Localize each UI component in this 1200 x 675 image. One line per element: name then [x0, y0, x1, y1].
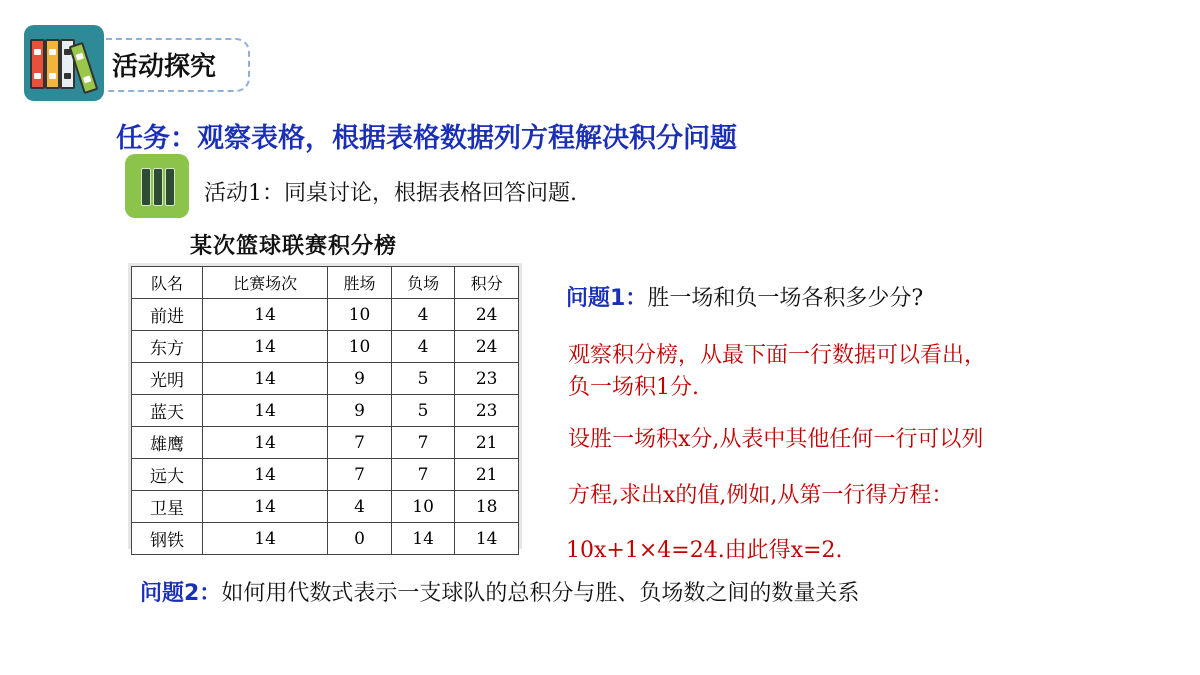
table-cell: 5 — [391, 395, 455, 427]
table-cell: 14 — [455, 523, 519, 555]
table-cell: 18 — [455, 491, 519, 523]
table-cell: 23 — [455, 395, 519, 427]
table-cell: 14 — [203, 331, 328, 363]
table-cell: 0 — [328, 523, 392, 555]
table-cell: 4 — [391, 299, 455, 331]
table-cell: 14 — [391, 523, 455, 555]
answer-line: 方程,求出x的值,例如,从第一行得方程： — [568, 483, 954, 508]
table-row — [132, 331, 519, 363]
table-row — [132, 459, 519, 491]
table-cell: 4 — [391, 331, 455, 363]
table-cell: 远大 — [132, 459, 203, 491]
table-cell: 东方 — [132, 331, 203, 363]
question-1-label: 问题1： — [566, 286, 648, 311]
table-cell: 7 — [328, 459, 392, 491]
table-cell: 钢铁 — [132, 523, 203, 555]
score-table — [131, 266, 519, 555]
table-cell: 前进 — [132, 299, 203, 331]
table-row — [132, 427, 519, 459]
table-cell: 14 — [203, 395, 328, 427]
answer-line: 观察积分榜，从最下面一行数据可以看出， — [568, 343, 987, 368]
table-cell: 5 — [391, 363, 455, 395]
table-cell: 10 — [391, 491, 455, 523]
table-header-row — [132, 267, 519, 299]
table-cell: 9 — [328, 395, 392, 427]
table-cell: 4 — [328, 491, 392, 523]
answer-line: 设胜一场积x分,从表中其他任何一行可以列 — [568, 427, 984, 452]
folders-icon — [125, 154, 189, 218]
table-cell: 蓝天 — [132, 395, 203, 427]
answer-equation: 10x+1×4=24.由此得x=2. — [566, 538, 843, 563]
table-row — [132, 523, 519, 555]
question-1 — [566, 281, 923, 312]
table-cell: 7 — [328, 427, 392, 459]
section-title: 活动探究 — [112, 52, 217, 82]
table-header-cell: 积分 — [455, 267, 519, 299]
table-cell: 23 — [455, 363, 519, 395]
question-2-label: 问题2： — [140, 581, 222, 606]
table-cell: 14 — [203, 299, 328, 331]
question-2-text: 如何用代数式表示一支球队的总积分与胜、负场数之间的数量关系 — [221, 581, 860, 606]
table-row — [132, 299, 519, 331]
score-table-frame — [128, 263, 522, 549]
table-header-cell: 比赛场次 — [203, 267, 328, 299]
table-cell: 7 — [391, 459, 455, 491]
table-cell: 光明 — [132, 363, 203, 395]
table-cell: 24 — [455, 299, 519, 331]
table-cell: 24 — [455, 331, 519, 363]
table-cell: 雄鹰 — [132, 427, 203, 459]
task-heading: 任务：观察表格，根据表格数据列方程解决积分问题 — [116, 123, 737, 154]
table-cell: 14 — [203, 363, 328, 395]
table-cell: 21 — [455, 427, 519, 459]
table-row — [132, 395, 519, 427]
table-header-cell: 胜场 — [328, 267, 392, 299]
table-cell: 14 — [203, 491, 328, 523]
question-1-text: 胜一场和负一场各积多少分? — [647, 286, 924, 311]
books-icon — [24, 25, 104, 101]
table-cell: 10 — [328, 331, 392, 363]
table-cell: 卫星 — [132, 491, 203, 523]
table-cell: 14 — [203, 427, 328, 459]
table-row — [132, 363, 519, 395]
table-cell: 7 — [391, 427, 455, 459]
table-row — [132, 491, 519, 523]
table-cell: 14 — [203, 459, 328, 491]
table-header-cell: 负场 — [391, 267, 455, 299]
table-cell: 14 — [203, 523, 328, 555]
table-header-cell: 队名 — [132, 267, 203, 299]
activity-text: 活动1：同桌讨论，根据表格回答问题. — [204, 181, 577, 206]
table-cell: 21 — [455, 459, 519, 491]
answer-line: 负一场积1分. — [568, 375, 699, 400]
table-cell: 10 — [328, 299, 392, 331]
table-title: 某次篮球联赛积分榜 — [190, 233, 398, 259]
table-cell: 9 — [328, 363, 392, 395]
question-2 — [140, 576, 859, 607]
